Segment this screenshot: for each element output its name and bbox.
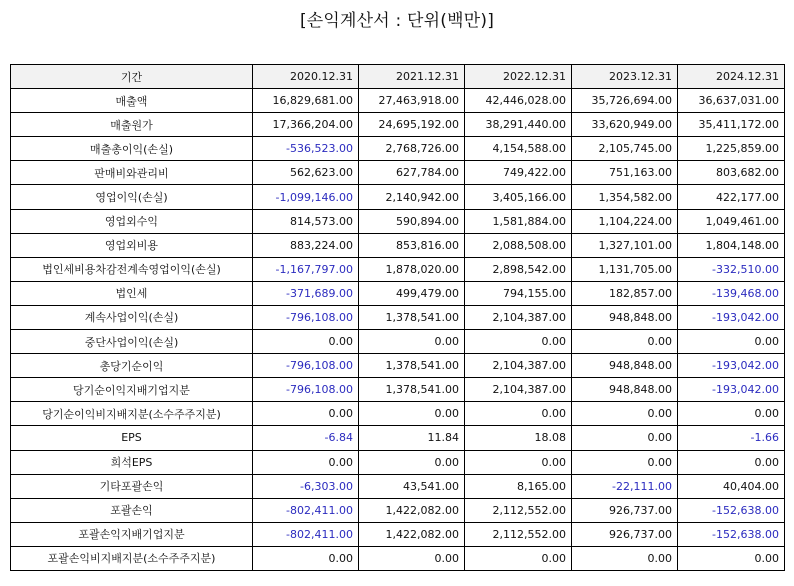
table-row — [11, 546, 785, 570]
value-cell: -332,510.00 — [678, 257, 785, 281]
value-cell: 2,104,387.00 — [465, 305, 572, 329]
row-label: 영업외수익 — [11, 209, 253, 233]
header-year: 2021.12.31 — [359, 65, 465, 89]
row-label: 당기순이익비지배지분(소수주주지분) — [11, 402, 253, 426]
table-row — [11, 474, 785, 498]
table-row — [11, 426, 785, 450]
value-cell: 18.08 — [465, 426, 572, 450]
table-header-row — [11, 65, 785, 89]
row-label: 당기순이익지배기업지분 — [11, 378, 253, 402]
value-cell: 1,378,541.00 — [359, 378, 465, 402]
header-year: 2020.12.31 — [253, 65, 359, 89]
row-label: 법인세 — [11, 281, 253, 305]
table-row — [11, 137, 785, 161]
row-label: 포괄손익지배기업지분 — [11, 522, 253, 546]
value-cell: -6,303.00 — [253, 474, 359, 498]
table-row — [11, 209, 785, 233]
value-cell: -152,638.00 — [678, 522, 785, 546]
value-cell: -193,042.00 — [678, 378, 785, 402]
table-row — [11, 185, 785, 209]
table-row — [11, 89, 785, 113]
row-label: 기타포괄손익 — [11, 474, 253, 498]
value-cell: 0.00 — [572, 402, 678, 426]
value-cell: 35,726,694.00 — [572, 89, 678, 113]
value-cell: 2,140,942.00 — [359, 185, 465, 209]
value-cell: 926,737.00 — [572, 522, 678, 546]
value-cell: 749,422.00 — [465, 161, 572, 185]
table-row — [11, 330, 785, 354]
value-cell: 2,088,508.00 — [465, 233, 572, 257]
value-cell: 0.00 — [465, 450, 572, 474]
value-cell: 1,581,884.00 — [465, 209, 572, 233]
header-period: 기간 — [11, 65, 253, 89]
value-cell: 0.00 — [572, 546, 678, 570]
value-cell: 0.00 — [678, 546, 785, 570]
value-cell: 422,177.00 — [678, 185, 785, 209]
value-cell: 1,049,461.00 — [678, 209, 785, 233]
value-cell: 0.00 — [678, 402, 785, 426]
value-cell: 1,225,859.00 — [678, 137, 785, 161]
value-cell: -152,638.00 — [678, 498, 785, 522]
value-cell: 562,623.00 — [253, 161, 359, 185]
row-label: 희석EPS — [11, 450, 253, 474]
value-cell: 0.00 — [253, 330, 359, 354]
row-label: 계속사업이익(손실) — [11, 305, 253, 329]
row-label: 포괄손익비지배지분(소수주주지분) — [11, 546, 253, 570]
value-cell: 35,411,172.00 — [678, 113, 785, 137]
table-row — [11, 305, 785, 329]
value-cell: 1,378,541.00 — [359, 305, 465, 329]
value-cell: 4,154,588.00 — [465, 137, 572, 161]
value-cell: 948,848.00 — [572, 305, 678, 329]
value-cell: 36,637,031.00 — [678, 89, 785, 113]
table-row — [11, 522, 785, 546]
value-cell: -796,108.00 — [253, 378, 359, 402]
header-year: 2023.12.31 — [572, 65, 678, 89]
value-cell: 40,404.00 — [678, 474, 785, 498]
page-title: [손익계산서 : 단위(백만)] — [299, 11, 495, 31]
row-label: 매출총이익(손실) — [11, 137, 253, 161]
table-row — [11, 450, 785, 474]
value-cell: 0.00 — [572, 330, 678, 354]
value-cell: 948,848.00 — [572, 378, 678, 402]
value-cell: 0.00 — [678, 450, 785, 474]
value-cell: 0.00 — [465, 402, 572, 426]
value-cell: 42,446,028.00 — [465, 89, 572, 113]
value-cell: 0.00 — [359, 450, 465, 474]
table-row — [11, 498, 785, 522]
value-cell: 1,878,020.00 — [359, 257, 465, 281]
value-cell: 43,541.00 — [359, 474, 465, 498]
value-cell: 794,155.00 — [465, 281, 572, 305]
value-cell: 0.00 — [359, 402, 465, 426]
value-cell: 2,104,387.00 — [465, 378, 572, 402]
header-year: 2022.12.31 — [465, 65, 572, 89]
value-cell: 1,378,541.00 — [359, 354, 465, 378]
value-cell: -1,167,797.00 — [253, 257, 359, 281]
row-label: 판매비와관리비 — [11, 161, 253, 185]
value-cell: 627,784.00 — [359, 161, 465, 185]
value-cell: -796,108.00 — [253, 354, 359, 378]
table-row — [11, 113, 785, 137]
table-row — [11, 354, 785, 378]
value-cell: 2,112,552.00 — [465, 522, 572, 546]
value-cell: 1,104,224.00 — [572, 209, 678, 233]
value-cell: -139,468.00 — [678, 281, 785, 305]
value-cell: 0.00 — [253, 402, 359, 426]
row-label: 영업이익(손실) — [11, 185, 253, 209]
value-cell: 2,104,387.00 — [465, 354, 572, 378]
row-label: 총당기순이익 — [11, 354, 253, 378]
value-cell: 0.00 — [572, 450, 678, 474]
row-label: 영업외비용 — [11, 233, 253, 257]
value-cell: -1,099,146.00 — [253, 185, 359, 209]
row-label: 법인세비용차감전계속영업이익(손실) — [11, 257, 253, 281]
row-label: 매출원가 — [11, 113, 253, 137]
value-cell: -22,111.00 — [572, 474, 678, 498]
value-cell: 17,366,204.00 — [253, 113, 359, 137]
value-cell: 2,112,552.00 — [465, 498, 572, 522]
value-cell: 0.00 — [572, 426, 678, 450]
value-cell: 8,165.00 — [465, 474, 572, 498]
value-cell: 0.00 — [465, 546, 572, 570]
value-cell: 499,479.00 — [359, 281, 465, 305]
value-cell: 803,682.00 — [678, 161, 785, 185]
table-row — [11, 402, 785, 426]
value-cell: 1,131,705.00 — [572, 257, 678, 281]
value-cell: 33,620,949.00 — [572, 113, 678, 137]
value-cell: 0.00 — [253, 546, 359, 570]
value-cell: 751,163.00 — [572, 161, 678, 185]
table-row — [11, 257, 785, 281]
table-row — [11, 281, 785, 305]
value-cell: -193,042.00 — [678, 354, 785, 378]
row-label: 매출액 — [11, 89, 253, 113]
value-cell: 0.00 — [359, 330, 465, 354]
value-cell: 1,804,148.00 — [678, 233, 785, 257]
income-statement-table — [10, 64, 785, 571]
value-cell: 27,463,918.00 — [359, 89, 465, 113]
value-cell: -1.66 — [678, 426, 785, 450]
row-label: 중단사업이익(손실) — [11, 330, 253, 354]
value-cell: -802,411.00 — [253, 522, 359, 546]
value-cell: 1,327,101.00 — [572, 233, 678, 257]
table-row — [11, 378, 785, 402]
value-cell: 0.00 — [465, 330, 572, 354]
value-cell: 590,894.00 — [359, 209, 465, 233]
value-cell: 1,422,082.00 — [359, 522, 465, 546]
table-row — [11, 161, 785, 185]
value-cell: 3,405,166.00 — [465, 185, 572, 209]
value-cell: 853,816.00 — [359, 233, 465, 257]
value-cell: -536,523.00 — [253, 137, 359, 161]
value-cell: 2,898,542.00 — [465, 257, 572, 281]
value-cell: -6.84 — [253, 426, 359, 450]
value-cell: 11.84 — [359, 426, 465, 450]
value-cell: -193,042.00 — [678, 305, 785, 329]
value-cell: -371,689.00 — [253, 281, 359, 305]
value-cell: 926,737.00 — [572, 498, 678, 522]
value-cell: 182,857.00 — [572, 281, 678, 305]
row-label: EPS — [11, 426, 253, 450]
row-label: 포괄손익 — [11, 498, 253, 522]
value-cell: 948,848.00 — [572, 354, 678, 378]
value-cell: 0.00 — [678, 330, 785, 354]
value-cell: 16,829,681.00 — [253, 89, 359, 113]
value-cell: 0.00 — [253, 450, 359, 474]
value-cell: 0.00 — [359, 546, 465, 570]
value-cell: 2,105,745.00 — [572, 137, 678, 161]
value-cell: 1,422,082.00 — [359, 498, 465, 522]
value-cell: 38,291,440.00 — [465, 113, 572, 137]
value-cell: 1,354,582.00 — [572, 185, 678, 209]
value-cell: 814,573.00 — [253, 209, 359, 233]
header-year: 2024.12.31 — [678, 65, 785, 89]
value-cell: 24,695,192.00 — [359, 113, 465, 137]
value-cell: -796,108.00 — [253, 305, 359, 329]
table-row — [11, 233, 785, 257]
value-cell: -802,411.00 — [253, 498, 359, 522]
value-cell: 883,224.00 — [253, 233, 359, 257]
value-cell: 2,768,726.00 — [359, 137, 465, 161]
